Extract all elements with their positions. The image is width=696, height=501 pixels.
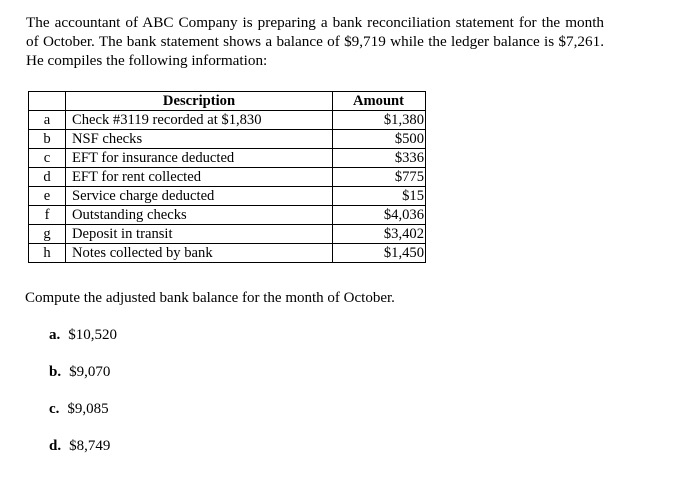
answer-option-b[interactable] <box>49 363 117 400</box>
answer-option-a[interactable] <box>49 326 117 363</box>
table-row <box>29 225 426 244</box>
row-amount: $3,402 <box>333 225 426 244</box>
table-row <box>29 149 426 168</box>
row-description: Deposit in transit <box>66 225 333 244</box>
answer-option-c[interactable] <box>49 400 117 437</box>
reconciliation-table <box>28 91 426 263</box>
header-description: Description <box>66 92 333 111</box>
intro-line-3: is $7,261. He compiles the following information: <box>26 33 604 69</box>
row-description: EFT for rent collected <box>66 168 333 187</box>
row-amount: $15 <box>333 187 426 206</box>
option-letter: d. <box>49 438 62 454</box>
row-amount: $336 <box>333 149 426 168</box>
row-amount: $4,036 <box>333 206 426 225</box>
table-row <box>29 130 426 149</box>
row-description: Outstanding checks <box>66 206 333 225</box>
answer-option-d[interactable] <box>49 437 117 474</box>
row-letter: g <box>29 225 66 244</box>
row-letter: h <box>29 244 66 263</box>
row-letter: e <box>29 187 66 206</box>
table-row <box>29 111 426 130</box>
problem-intro <box>26 13 604 70</box>
header-amount: Amount <box>333 92 426 111</box>
option-text: $9,070 <box>69 364 111 380</box>
row-letter: b <box>29 130 66 149</box>
table-header-row <box>29 92 426 111</box>
row-letter: c <box>29 149 66 168</box>
question-text: Compute the adjusted bank balance for the month of October. <box>25 290 395 306</box>
row-amount: $775 <box>333 168 426 187</box>
answer-options <box>49 326 117 474</box>
row-letter: f <box>29 206 66 225</box>
row-letter: d <box>29 168 66 187</box>
option-letter: a. <box>49 327 61 343</box>
row-amount: $1,380 <box>333 111 426 130</box>
header-letter-cell <box>29 92 66 111</box>
option-text: $9,085 <box>67 401 109 417</box>
row-description: EFT for insurance deducted <box>66 149 333 168</box>
row-description: NSF checks <box>66 130 333 149</box>
intro-line-1: The accountant of ABC Company is preparing a bank reconciliation statement for the <box>26 14 561 31</box>
row-amount: $500 <box>333 130 426 149</box>
option-letter: c. <box>49 401 60 417</box>
intro-line-2: month of October. The bank statement shows a balance of $9,719 while the ledger balance <box>26 14 605 50</box>
row-description: Check #3119 recorded at $1,830 <box>66 111 333 130</box>
option-text: $10,520 <box>68 327 117 343</box>
option-text: $8,749 <box>69 438 111 454</box>
table-row <box>29 244 426 263</box>
row-description: Service charge deducted <box>66 187 333 206</box>
table-row <box>29 206 426 225</box>
table-row <box>29 168 426 187</box>
option-letter: b. <box>49 364 62 380</box>
row-amount: $1,450 <box>333 244 426 263</box>
table-row <box>29 187 426 206</box>
row-description: Notes collected by bank <box>66 244 333 263</box>
row-letter: a <box>29 111 66 130</box>
